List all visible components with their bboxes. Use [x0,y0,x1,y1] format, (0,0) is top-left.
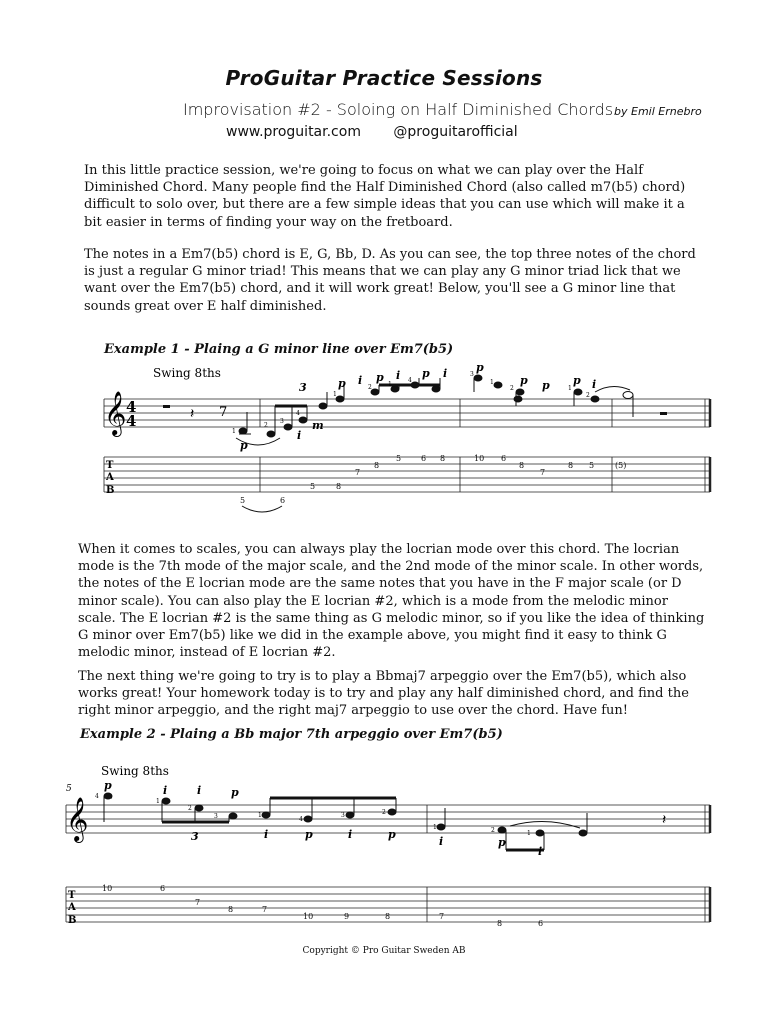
left-finger: 1 [388,381,392,388]
fingering-m: m [312,419,324,432]
eighth-rest-icon: 7 [219,405,228,420]
example1-tempo: Swing 8ths [153,366,221,380]
fingering-p: p [240,439,248,452]
tab-number: 7 [262,905,268,914]
fingering-p: p [520,374,528,387]
tab-number: 5 [240,496,246,505]
slur [595,386,630,392]
tab-number: 10 [303,912,314,921]
quarter-rest-icon: 𝄽 [662,812,667,828]
fingering-p: p [338,377,346,390]
fingering-p: p [573,374,581,387]
website-link[interactable]: www.proguitar.com [226,124,361,140]
left-finger: 2 [264,422,268,429]
tab-number: 8 [228,905,234,914]
left-finger: 4 [299,816,303,823]
tab-number: (5) [615,461,627,470]
half-rest-icon [660,412,667,415]
tab-slur [242,506,282,512]
tab-number: 5 [396,454,402,463]
left-finger: 1 [156,798,160,805]
left-finger: 3 [341,812,345,819]
left-finger: 1 [232,428,236,435]
homework-paragraph: The next thing we're going to try is to play a Bbmaj7 arpeggio over the Em7(b5), which also works great! Your homework today is to try and play any half diminished chord, and find the right minor arpeggio, and the right maj7 arpeggio to use over the chord. Have fun! [78,669,689,719]
fingering-p: p [104,779,112,792]
fingering-p: p [376,371,384,384]
left-finger: 1 [258,812,262,819]
scales-paragraph: When it comes to scales, you can always play the locrian mode over this chord. The locrian mode is the 7th mode of the major scale, and the 2nd mode of the minor scale. In other words, the notes of the E locrian mode are the same notes that you have in the F major scale (or D minor scale). You can also play the E locrian #2, which is a mode from the melodic minor scale. The E locrian #2 is the same thing as G melodic minor, so if you like the idea of thinking G minor over Em7(b5) like we did in the example above, you might find it easy to think G melodic minor, instead of E locrian #2. [78,542,705,661]
tab-number: 7 [355,468,361,477]
fingering-i: i [348,828,353,841]
tab-number: 8 [568,461,574,470]
left-finger: 2 [491,827,495,834]
tab-number: 10 [102,884,113,893]
measure-number: 5 [66,784,72,794]
copyright-footer: Copyright © Pro Guitar Sweden AB [302,946,466,956]
tab-label: A [106,472,114,483]
example2-score [0,758,768,938]
tab-number: 6 [280,496,286,505]
intro-paragraph: In this little practice session, we're going to focus on what we can play over the Half Diminished Chord. Many people find the Half Diminished Chord (also called m7(b5) chord) difficult to solo over, but there are a few simple ideas that you can use which will make it a bit easier in terms of finding your way on the fretboard. [84,163,686,230]
social-handle: @proguitarofficial [393,124,518,140]
fingering-i: i [396,369,401,382]
author-credit: by Emil Ernebro [614,105,702,118]
tab-number: 8 [497,919,503,928]
fingering-i: i [197,784,202,797]
tab-number: 10 [474,454,485,463]
example2-notes [104,793,587,850]
left-finger: 4 [95,793,99,800]
fingering-p: p [388,828,396,841]
fingering-p: p [542,379,550,392]
fingering-i: i [538,845,543,858]
time-signature-bottom: 4 [126,412,137,430]
left-finger: 2 [586,392,590,399]
fingering-i: i [592,378,597,391]
time-signature-top: 4 [126,398,137,416]
left-finger: 3 [214,813,218,820]
fingering-i: i [264,828,269,841]
tab-number: 9 [344,912,350,921]
tab-number: 8 [374,461,380,470]
tab-number: 7 [195,898,201,907]
example1-score [0,360,768,520]
tab-label: T [68,890,76,901]
left-finger: 2 [510,385,514,392]
page-subtitle: Improvisation #2 - Soloing on Half Diminished Chords [183,100,614,119]
left-finger: 1 [527,830,531,837]
tab-number: 8 [440,454,446,463]
tab-label: A [68,902,76,913]
tab-number: 5 [589,461,595,470]
fingering-p: p [476,361,484,374]
tab-number: 8 [519,461,525,470]
left-finger: 4 [408,377,412,384]
left-finger: 1 [490,379,494,386]
fingering-i: i [443,367,448,380]
example1-title: Example 1 - Plaing a G minor line over Em7(b5) [104,342,454,357]
left-finger: 2 [382,809,386,816]
fingering-i: i [163,784,168,797]
quarter-rest-icon: 𝄽 [190,406,195,422]
fingering-p: p [305,828,313,841]
half-rest-icon [163,405,170,408]
page-title: ProGuitar Practice Sessions [225,66,543,90]
left-finger: 1 [568,385,572,392]
tab-number: 7 [540,468,546,477]
left-finger: 3 [280,418,284,425]
web-links [226,124,546,140]
chord-notes-paragraph: The notes in a Em7(b5) chord is E, G, Bb, D. As you can see, the top three notes of the chord is just a regular G minor triad! This means that we can play any G minor triad lick that we want over the Em7(b5) chord, and it will work great! Below, you'll see a G minor line that sounds great over E half diminished. [84,247,696,314]
tab-number: 8 [336,482,342,491]
fingering-p: p [231,786,239,799]
left-finger: 3 [470,371,474,378]
tab-number: 6 [421,454,427,463]
tab-number: 7 [439,912,445,921]
tab-label: B [106,485,115,496]
fingering-i: i [358,374,363,387]
treble-clef-icon: 𝄞 [66,797,89,841]
tuplet-number: 3 [191,830,199,843]
left-finger: 4 [296,410,300,417]
tab-number: 6 [538,919,544,928]
tuplet-number: 3 [299,381,307,394]
slur [510,821,580,828]
fingering-i: i [439,835,444,848]
left-finger: 1 [333,391,337,398]
example2-title: Example 2 - Plaing a Bb major 7th arpeggio over Em7(b5) [80,727,503,742]
left-finger: 1 [433,824,437,831]
left-finger: 2 [368,384,372,391]
tab-number: 6 [501,454,507,463]
treble-clef-icon: 𝄞 [104,391,127,435]
fingering-p: p [498,836,506,849]
fingering-p: p [422,367,430,380]
tab-label: B [68,915,77,926]
tab-label: T [106,460,114,471]
left-finger: 2 [188,805,192,812]
fingering-i: i [297,429,302,442]
example1-staff [104,399,710,427]
tab-number: 5 [310,482,316,491]
tab-number: 6 [160,884,166,893]
example2-tempo: Swing 8ths [101,764,169,778]
tab-number: 8 [385,912,391,921]
